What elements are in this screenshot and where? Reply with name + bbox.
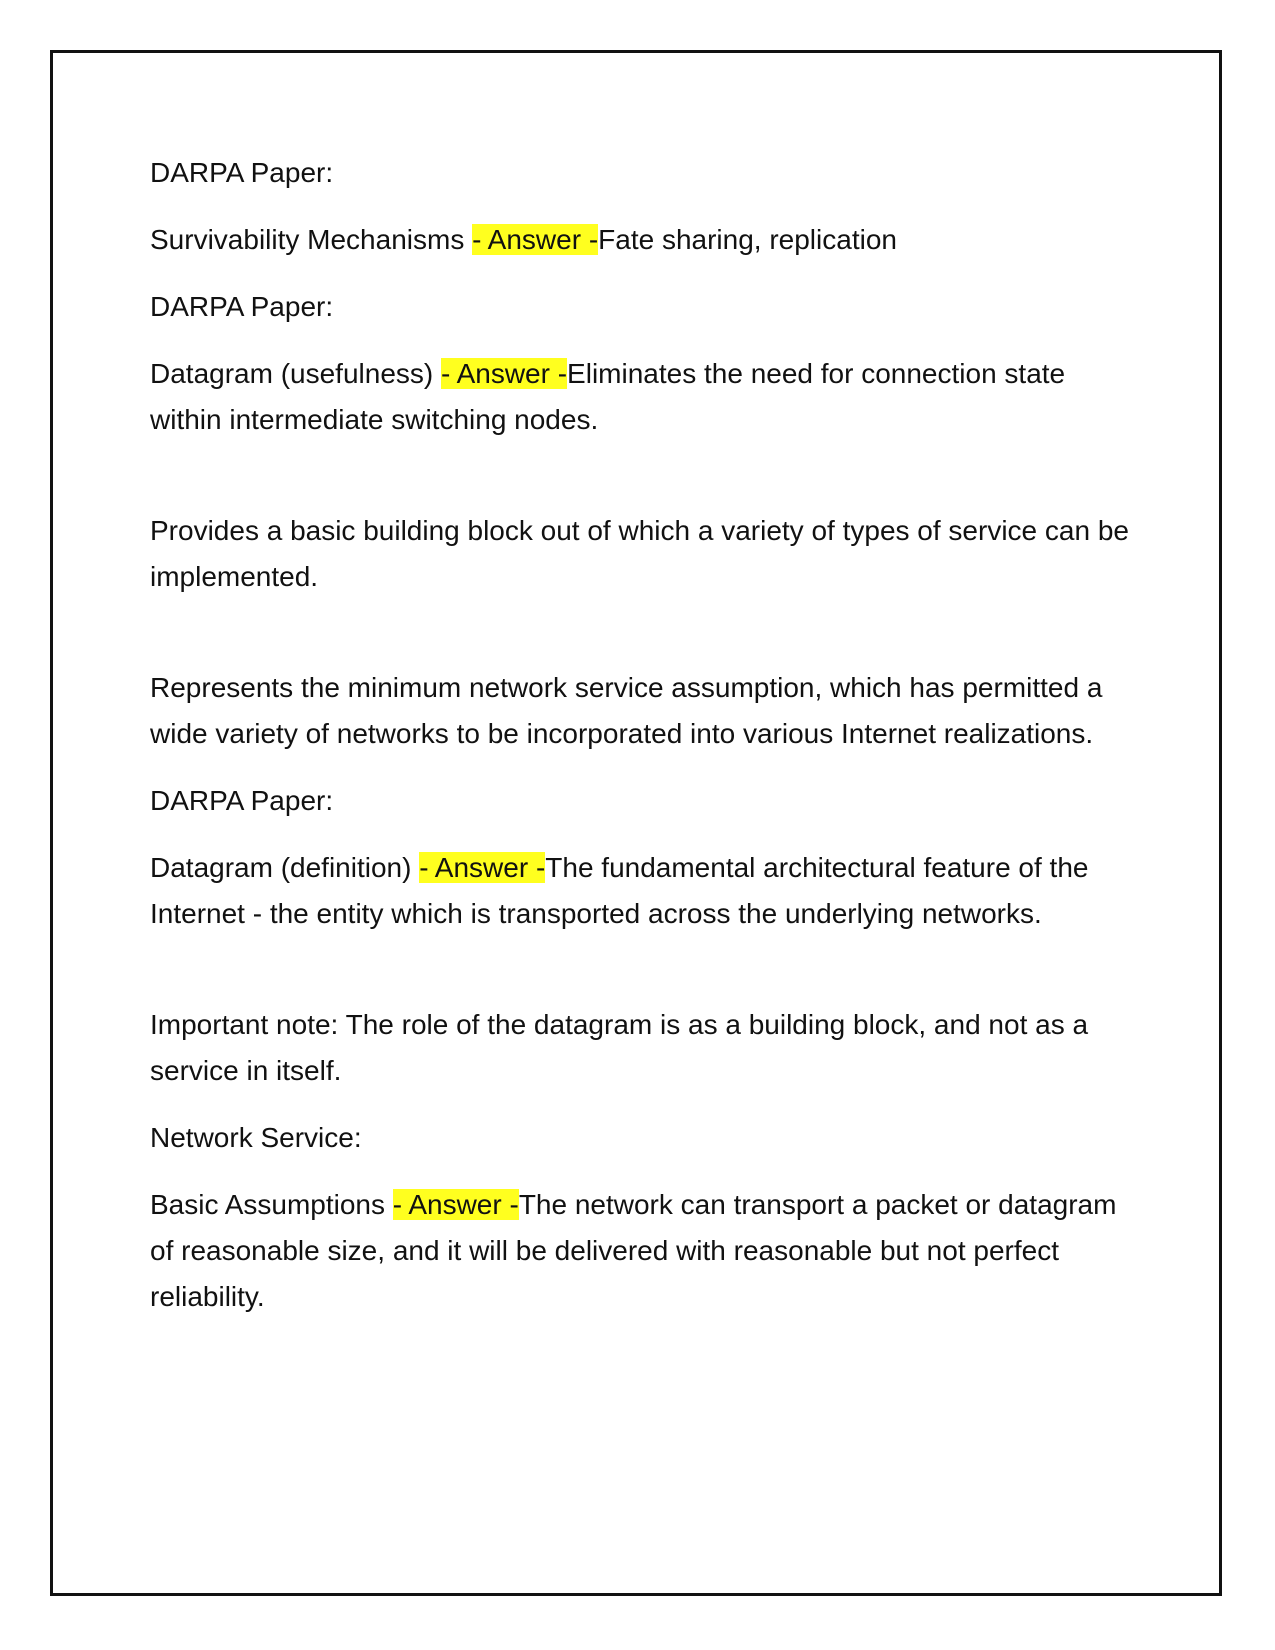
answer-highlight: - Answer -: [472, 224, 599, 255]
section-heading: DARPA Paper:: [150, 785, 334, 816]
paragraph-gap: [150, 621, 1130, 665]
term: Basic Assumptions: [150, 1189, 393, 1220]
answer-text: Eliminates the need for connection state within intermediate switching nodes.: [150, 358, 1066, 435]
answer-highlight: - Answer -: [441, 358, 568, 389]
flashcard-entry: [150, 351, 1130, 443]
section-heading: DARPA Paper:: [150, 291, 334, 322]
body-paragraph: Important note: The role of the datagram is as a building block, and not as a service in itself.: [150, 1009, 1089, 1086]
body-paragraph: Represents the minimum network service assumption, which has permitted a wide variety of networks to be incorporated into various Internet realizations.: [150, 672, 1103, 749]
answer-highlight: - Answer -: [419, 852, 546, 883]
paragraph-gap: [150, 464, 1130, 508]
body-paragraph: Provides a basic building block out of which a variety of types of service can be implemented.: [150, 515, 1129, 592]
term: Survivability Mechanisms: [150, 224, 473, 255]
document-body: [150, 150, 1130, 1341]
answer-text: The network can transport a packet or datagram of reasonable size, and it will be delivered with reasonable but not perfect reliability.: [150, 1189, 1117, 1312]
term: Datagram (definition): [150, 852, 420, 883]
flashcard-entry: [150, 1182, 1130, 1320]
answer-text: Fate sharing, replication: [598, 224, 897, 255]
flashcard-entry: [150, 845, 1130, 937]
answer-highlight: - Answer -: [392, 1189, 519, 1220]
flashcard-entry: [150, 217, 1130, 263]
paragraph-gap: [150, 958, 1130, 1002]
term: Datagram (usefulness): [150, 358, 442, 389]
section-heading: Network Service:: [150, 1122, 362, 1153]
section-heading: DARPA Paper:: [150, 157, 334, 188]
answer-text: The fundamental architectural feature of the Internet - the entity which is transported across the underlying networks.: [150, 852, 1089, 929]
